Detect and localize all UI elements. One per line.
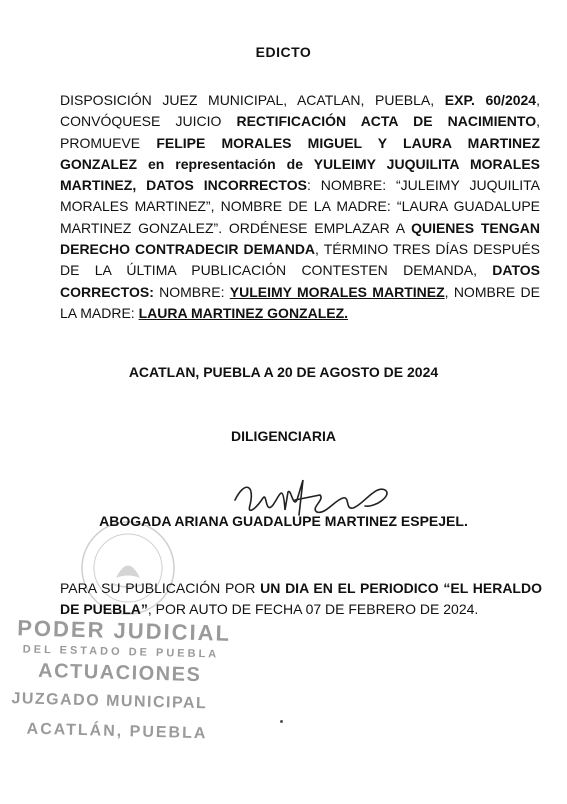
stamp-line: JUZGADO MUNICIPAL xyxy=(11,690,208,713)
court-stamp xyxy=(8,615,231,744)
correct-mother-name: LAURA MARTINEZ GONZALEZ. xyxy=(138,304,349,321)
publication-text-segment: PARA SU PUBLICACIÓN POR xyxy=(60,580,261,596)
edict-body xyxy=(60,90,540,324)
handwritten-signature xyxy=(225,470,405,540)
summons-target: QUIENES TENGAN DERECHO CONTRADECIR DEMANDA xyxy=(60,219,540,258)
body-text-segment: , PROMUEVE xyxy=(60,113,540,151)
body-text-segment: NOMBRE: xyxy=(153,283,230,300)
signer-role: DILIGENCIARIA xyxy=(231,428,336,444)
body-text-segment: : NOMBRE: “JULEIMY JUQUILITA MORALES MARTINEZ”, NOMBRE DE LA MADRE: “LAURA GUADALUPE MARTINEZ GONZALEZ”. ORDÉNESE EMPLAZAR A xyxy=(60,177,540,236)
case-number: EXP. 60/2024 xyxy=(444,92,537,108)
correct-data-label: DATOS CORRECTOS: xyxy=(60,262,540,300)
stamp-line: DEL ESTADO DE PUEBLA xyxy=(22,643,220,661)
publication-text-segment: , POR AUTO DE FECHA 07 DE FEBRERO DE 2024. xyxy=(147,601,479,618)
signer-name: ABOGADA ARIANA GUADALUPE MARTINEZ ESPEJEL. xyxy=(99,513,468,529)
correct-name: YULEIMY MORALES MARTINEZ xyxy=(229,283,445,300)
stamp-line: ACTUACIONES xyxy=(37,659,202,687)
body-text-segment: , TÉRMINO TRES DÍAS DESPUÉS DE LA ÚLTIMA PUBLICACIÓN CONTESTEN DEMANDA, xyxy=(60,241,540,279)
body-text-segment: , NOMBRE DE LA MADRE: xyxy=(60,283,540,321)
trial-type: RECTIFICACIÓN ACTA DE NACIMIENTO xyxy=(236,113,537,130)
promoters: FELIPE MORALES MIGUEL Y LAURA MARTINEZ GONZALEZ en representación de YULEIMY JUQUILITA MORALES MARTINEZ, DATOS INCORRECTOS xyxy=(60,134,541,194)
document-title: EDICTO xyxy=(255,44,312,60)
stamp-line: ACATLÁN, PUEBLA xyxy=(26,720,208,743)
stamp-line: PODER JUDICIAL xyxy=(16,615,232,646)
publication-notice xyxy=(60,578,542,621)
publication-medium: UN DIA EN EL PERIODICO “EL HERALDO DE PUEBLA” xyxy=(60,580,542,618)
body-text-segment: , CONVÓQUESE JUICIO xyxy=(60,92,540,130)
body-text-segment: DISPOSICIÓN JUEZ MUNICIPAL, ACATLAN, PUEBLA, xyxy=(60,92,445,108)
place-date: ACATLAN, PUEBLA A 20 DE AGOSTO DE 2024 xyxy=(128,364,439,380)
mark-dot xyxy=(280,720,283,723)
